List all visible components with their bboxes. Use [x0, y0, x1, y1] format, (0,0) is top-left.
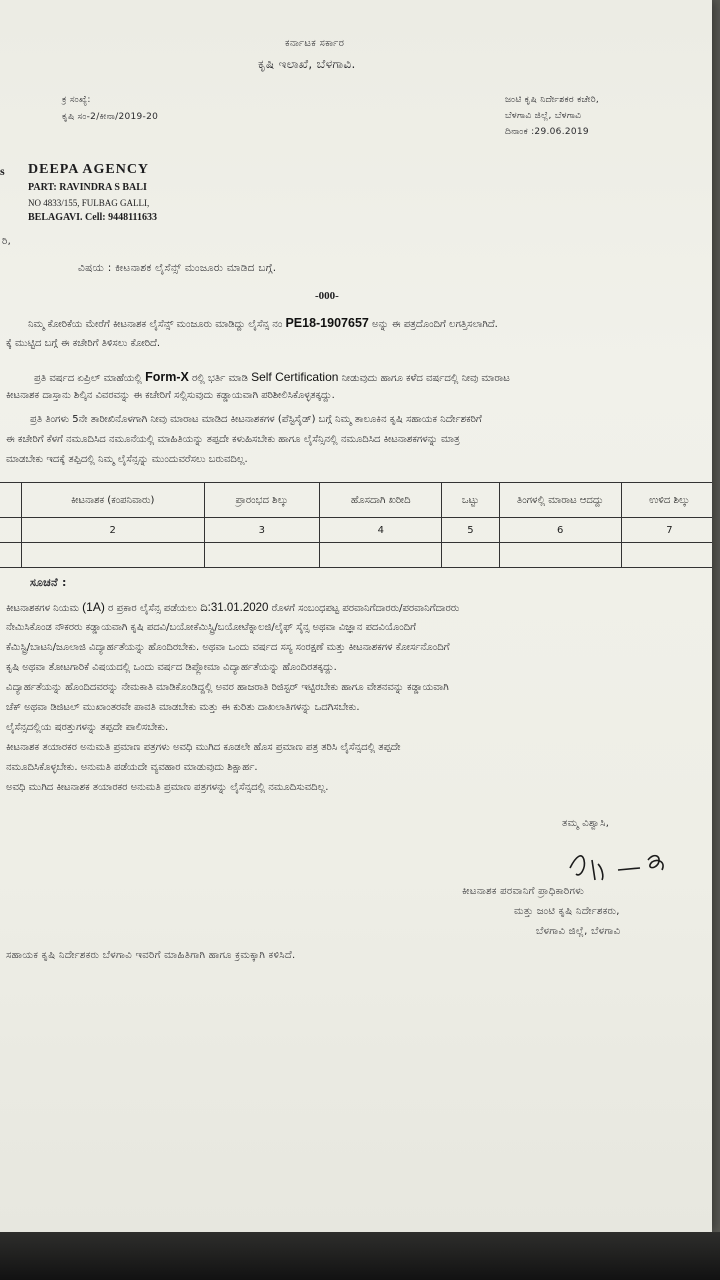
- note-line-3: ಕೆಮಿಸ್ಟ್ರಿ/ಬಾಟನಿ/ಜೂಲಾಜಿ ವಿದ್ಯಾರ್ಹತೆಯನ್ನು ಹೊಂದಿರಬೇಕು. ಅಥವಾ ಒಂದು ವರ್ಷದ ಸಸ್ಯ ಸಂರಕ್ಷಣೆ ಮತ್ತು ಕೀಟನಾಶಕಗಳ ಕೋರ್ಸನೊಂದಿಗೆ: [6, 642, 450, 653]
- table-row: [0, 518, 712, 543]
- paragraph-2-line2: ಕೀಟನಾಶಕ ದಾಸ್ತಾನು ಶಿಲ್ಕಿನ ವಿವರವನ್ನು ಈ ಕಚೇರಿಗೆ ಸಲ್ಲಿಸುವುದು ಕಡ್ಡಾಯವಾಗಿ ಪರಿಶೀಲಿಸಿಕೊಳ್ಳತಕ್ಕದ್ದು.: [6, 390, 335, 401]
- paragraph-3-line3: ಮಾಡಬೇಕು ಇದಕ್ಕೆ ತಪ್ಪಿದಲ್ಲಿ ನಿಮ್ಮ ಲೈಸೆನ್ಸನ್ನು ಮುಂದುವರೆಸಲು ಬರುವದಿಲ್ಲ.: [6, 454, 248, 465]
- stock-table: [0, 482, 712, 568]
- recipient-name: DEEPA AGENCY: [28, 162, 150, 177]
- paragraph-2: [34, 368, 510, 388]
- note-line-2: ನೇಮಿಸಿಕೊಂಡ ನೌಕರರು ಕಡ್ಡಾಯವಾಗಿ ಕೃಷಿ ಪದವಿ/ಬಯೋಕೆಮಿಸ್ಟ್ರಿ/ಬಯೋಟೆಕ್ನಾಲಜಿ/ಲೈಫ್ ಸೈನ್ಸ ಅಥವಾ ವಿಜ್ಞಾನ ಪದವಿಯೊಂದಿಗೆ: [6, 622, 416, 633]
- table-cell: 2: [21, 518, 204, 543]
- table-header-cell: ಒಟ್ಟು: [442, 483, 499, 518]
- table-cell: [442, 543, 499, 568]
- note-line-5: ವಿದ್ಯಾರ್ಹತೆಯನ್ನು ಹೊಂದಿದವರನ್ನು ನೇಮಕಾತಿ ಮಾಡಿಕೊಂಡಿದ್ದಲ್ಲಿ ಅವರ ಹಾಜರಾತಿ ರಿಜಿಸ್ಟರ್ ಇಟ್ಟಿರಬೇಕು ಹಾಗೂ ವೇತನವನ್ನು ಕಡ್ಡಾಯವಾಗಿ: [6, 682, 449, 693]
- signatory-title: ಕೀಟನಾಶಕ ಪರವಾನಿಗೆ ಪ್ರಾಧಿಕಾರಿಗಳು: [462, 886, 585, 897]
- note-line-7: ಲೈಸೆನ್ಸದಲ್ಲಿಯ ಷರತ್ತುಗಳನ್ನು ತಪ್ಪದೇ ಪಾಲಿಸಬೇಕು.: [6, 722, 169, 733]
- note-line-1: [6, 598, 459, 618]
- recipient-address: NO 4833/155, FULBAG GALLI,: [28, 198, 150, 208]
- table-cell: [204, 543, 320, 568]
- self-certification: Self Certification: [251, 370, 339, 384]
- govt-heading: ಕರ್ನಾಟಕ ಸರ್ಕಾರ: [285, 38, 345, 49]
- recipient-part: PART: RAVINDRA S BALI: [28, 182, 147, 193]
- salutation: ರಿ,: [2, 236, 12, 247]
- letter-date: ದಿನಾಂಕ :29.06.2019: [505, 127, 589, 137]
- divider: -000-: [315, 290, 339, 302]
- table-cell: 4: [320, 518, 442, 543]
- note-1-a: ಕೀಟನಾಶಕಗಳ ನಿಯಮ: [6, 603, 79, 614]
- note-1-c: ರೊಳಗೆ ಸಂಬಂಧಪಟ್ಟ ಪರವಾನಿಗೆದಾರರು/ಪರವಾನಿಗೆದಾರರು: [271, 603, 460, 614]
- note-line-10: ಅವಧಿ ಮುಗಿದ ಕೀಟನಾಶಕ ತಯಾರಕರ ಅನುಮತಿ ಪ್ರಮಾಣ ಪತ್ರಗಳನ್ನು ಲೈಸೆನ್ಸದಲ್ಲಿ ನಮೂದಿಸುವದಿಲ್ಲ.: [6, 782, 329, 793]
- yours-faithfully: ತಮ್ಮ ವಿಶ್ವಾಸಿ,: [562, 818, 610, 829]
- table-header-cell: ಕೀಟನಾಶಕ (ಕಂಪನಿವಾರು): [21, 483, 204, 518]
- table-cell: [0, 518, 21, 543]
- p1-text-b: ಅನ್ನು ಈ ಪತ್ರದೊಂದಿಗೆ ಲಗತ್ತಿಸಲಾಗಿದೆ.: [372, 319, 498, 330]
- recipient-prefix: s: [0, 164, 5, 178]
- note-line-8: ಕೀಟನಾಶಕ ತಯಾರಕರ ಅನುಮತಿ ಪ್ರಮಾಣ ಪತ್ರಗಳು ಅವಧಿ ಮುಗಿದ ಕೂಡಲೇ ಹೊಸ ಪ್ರಮಾಣ ಪತ್ರ ತರಿಸಿ ಲೈಸೆನ್ಸದಲ್ಲಿ ತಪ್ಪದೇ: [6, 742, 401, 753]
- dept-heading: ಕೃಷಿ ಇಲಾಖೆ, ಬೆಳಗಾವಿ.: [258, 57, 356, 71]
- office-line2: ಬೆಳಗಾವಿ ಜಿಲ್ಲೆ, ಬೆಳಗಾವಿ: [505, 111, 582, 121]
- office-line1: ಜಂಟಿ ಕೃಷಿ ನಿರ್ದೇಶಕರ ಕಚೇರಿ,: [505, 95, 600, 105]
- copy-to-line: ಸಹಾಯಕ ಕೃಷಿ ನಿರ್ದೇಶಕರು ಬೆಳಗಾವಿ ಇವರಿಗೆ ಮಾಹಿತಿಗಾಗಿ ಹಾಗೂ ಕ್ರಮಕ್ಕಾಗಿ ಕಳಿಸಿದೆ.: [6, 950, 296, 961]
- deadline-date: ದಿ:31.01.2020: [200, 602, 269, 614]
- table-header-cell: ತಿಂಗಳಲ್ಲಿ ಮಾರಾಟ ಆದದ್ದು: [499, 483, 621, 518]
- table-header-row: [0, 483, 712, 518]
- note-line-9: ನಮೂದಿಸಿಕೊಳ್ಳಬೇಕು. ಅನುಮತಿ ಪಡೆಯದೇ ವ್ಯವಹಾರ ಮಾಡುವುದು ಶಿಕ್ಷಾರ್ಹ.: [6, 762, 258, 773]
- form-x: Form-X: [145, 370, 189, 384]
- table-row: [0, 543, 712, 568]
- p2-text-a: ಪ್ರತಿ ವರ್ಷದ ಏಪ್ರಿಲ್ ಮಾಹೆಯಲ್ಲಿ: [34, 373, 142, 384]
- note-line-6: ಚೆಕ್ ಅಥವಾ ಡಿಜಿಟಲ್ ಮುಖಾಂತರವೇ ಪಾವತಿ ಮಾಡಬೇಕು ಮತ್ತು ಈ ಕುರಿತು ದಾಖಲಾತಿಗಳನ್ನು ಒದಗಿಸಬೇಕು.: [6, 702, 360, 713]
- license-number: PE18-1907657: [285, 316, 369, 330]
- background-surface: [0, 1232, 720, 1280]
- table-cell: 7: [621, 518, 712, 543]
- table-header-cell: ಹೊಸದಾಗಿ ಖರೀದಿ: [320, 483, 442, 518]
- table-cell: 6: [499, 518, 621, 543]
- table-cell: [21, 543, 204, 568]
- note-1-b: ರ ಪ್ರಕಾರ ಲೈಸೆನ್ಸ ಪಡೆಯಲು: [108, 603, 198, 614]
- table-header-cell: [0, 483, 21, 518]
- table-cell: [0, 543, 21, 568]
- paragraph-3-line1: ಪ್ರತಿ ತಿಂಗಳು 5ನೇ ತಾರೀಖಿನೊಳಗಾಗಿ ನೀವು ಮಾರಾಟ ಮಾಡಿದ ಕೀಟನಾಶಕಗಳ (ಪೆಸ್ಟಿಸೈಡ್) ಬಗ್ಗೆ ನಿಮ್ಮ ತಾಲೂಕಿನ ಕೃಷಿ ಸಹಾಯಕ ನಿರ್ದೇಶಕರಿಗೆ: [30, 414, 482, 425]
- table-cell: 3: [204, 518, 320, 543]
- paragraph-1: [28, 314, 498, 334]
- p1-text-a: ನಿಮ್ಮ ಕೋರಿಕೆಯ ಮೇರೆಗೆ ಕೀಟನಾಶಕ ಲೈಸೆನ್ಸ್ ಮಂಜೂರು ಮಾಡಿದ್ದು ಲೈಸೆನ್ಸ ನಂ: [28, 319, 283, 330]
- table-cell: [621, 543, 712, 568]
- recipient-city: BELAGAVI. Cell: 9448111633: [28, 212, 157, 223]
- notes-title: ಸೂಚನೆ :: [30, 576, 67, 589]
- signatory-line2: ಮತ್ತು ಜಂಟಿ ಕೃಷಿ ನಿರ್ದೇಶಕರು,: [514, 906, 620, 917]
- ref-number: ಕೃಷಿ ಸಂ-2/ಕೀನಾ/2019-20: [62, 112, 159, 122]
- rule-number: (1A): [82, 600, 105, 614]
- table-cell: [320, 543, 442, 568]
- note-line-4: ಕೃಷಿ ಅಥವಾ ತೋಟಗಾರಿಕೆ ವಿಷಯದಲ್ಲಿ ಒಂದು ವರ್ಷದ ಡಿಪ್ಲೋಮಾ ವಿದ್ಯಾರ್ಹತೆಯನ್ನು ಹೊಂದಿರತಕ್ಕದ್ದು.: [6, 662, 337, 673]
- table-cell: 5: [442, 518, 499, 543]
- paragraph-3-line2: ಈ ಕಚೇರಿಗೆ ಕೆಳಗೆ ನಮೂದಿಸಿದ ನಮೂನೆಯಲ್ಲಿ ಮಾಹಿತಿಯನ್ನು ತಪ್ಪದೇ ಕಳುಹಿಸಬೇಕು ಹಾಗೂ ಲೈಸೆನ್ಸಿನಲ್ಲಿ ನಮೂದಿಸಿದ ಕೀಟನಾಶಕಗಳನ್ನು ಮಾತ್ರ: [6, 434, 460, 445]
- signatory-line3: ಬೆಳಗಾವಿ ಜಿಲ್ಲೆ, ಬೆಳಗಾವಿ: [536, 926, 621, 937]
- table-header-cell: ಉಳಿದ ಶಿಲ್ಕು: [621, 483, 712, 518]
- ref-label: ಕ್ರ ಸಂಖ್ಯೆ:: [62, 95, 91, 105]
- table-cell: [499, 543, 621, 568]
- p2-text-b: ರಲ್ಲಿ ಭರ್ತಿ ಮಾಡಿ: [192, 373, 248, 384]
- signature: [562, 838, 672, 888]
- subject-line: ವಿಷಯ : ಕೀಟನಾಶಕ ಲೈಸೆನ್ಸ್ ಮಂಜೂರು ಮಾಡಿದ ಬಗ್ಗೆ.: [78, 262, 277, 274]
- p2-text-c: ನೀಡುವುದು ಹಾಗೂ ಕಳೆದ ವರ್ಷದಲ್ಲಿ ನೀವು ಮಾರಾಟ: [341, 373, 510, 384]
- paragraph-1-line2: ಕ್ಕೆ ಮುಟ್ಟಿದ ಬಗ್ಗೆ ಈ ಕಚೇರಿಗೆ ತಿಳಿಸಲು ಕೋರಿದೆ.: [6, 338, 161, 349]
- table-header-cell: ಪ್ರಾರಂಭದ ಶಿಲ್ಕು: [204, 483, 320, 518]
